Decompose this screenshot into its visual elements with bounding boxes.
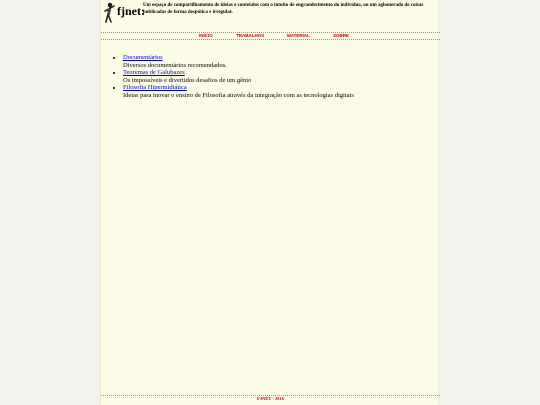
nav-item-sobre[interactable]: SOBRE bbox=[333, 33, 350, 38]
nav-item-material[interactable]: MATERIAL bbox=[287, 33, 310, 38]
link-filosofia-hipermidiatica[interactable]: Filosofia Hipermidiática bbox=[123, 84, 187, 91]
link-teoremas-de-galubazes[interactable]: Teoremas de Galubazes bbox=[123, 69, 185, 76]
main-content bbox=[101, 54, 440, 99]
list-item bbox=[123, 84, 440, 99]
site-tagline: Um espaço de compartilhamento de ideias e conteúdos com o intuito de engrandecimento do indivíduo, ou um aglomerado de coisas publicadas de forma despótica e irregular. bbox=[143, 3, 424, 15]
site-logo-text[interactable]: fjnet: bbox=[117, 4, 145, 18]
person-figure-icon[interactable] bbox=[103, 2, 117, 24]
link-description: Diversos documentários recomendados. bbox=[123, 61, 227, 69]
page-container bbox=[100, 0, 439, 405]
nav-item-inicio[interactable]: INÍCIO bbox=[199, 33, 213, 38]
link-description: Ideias para inovar o ensino de Filosofia através da integração com as tecnologias digitais bbox=[123, 91, 354, 99]
link-list bbox=[101, 54, 440, 99]
nav-item-trabalhos[interactable]: TRABALHOS bbox=[236, 33, 265, 38]
nav-bar bbox=[101, 32, 440, 40]
site-header bbox=[101, 0, 440, 28]
site-footer: FJNET - 2016 bbox=[101, 395, 440, 402]
link-description: Os impossíveis e divertidos desafios de um gênio bbox=[123, 76, 252, 84]
list-item bbox=[123, 69, 440, 84]
list-item bbox=[123, 54, 440, 69]
link-documentarios[interactable]: Documentários bbox=[123, 54, 163, 61]
